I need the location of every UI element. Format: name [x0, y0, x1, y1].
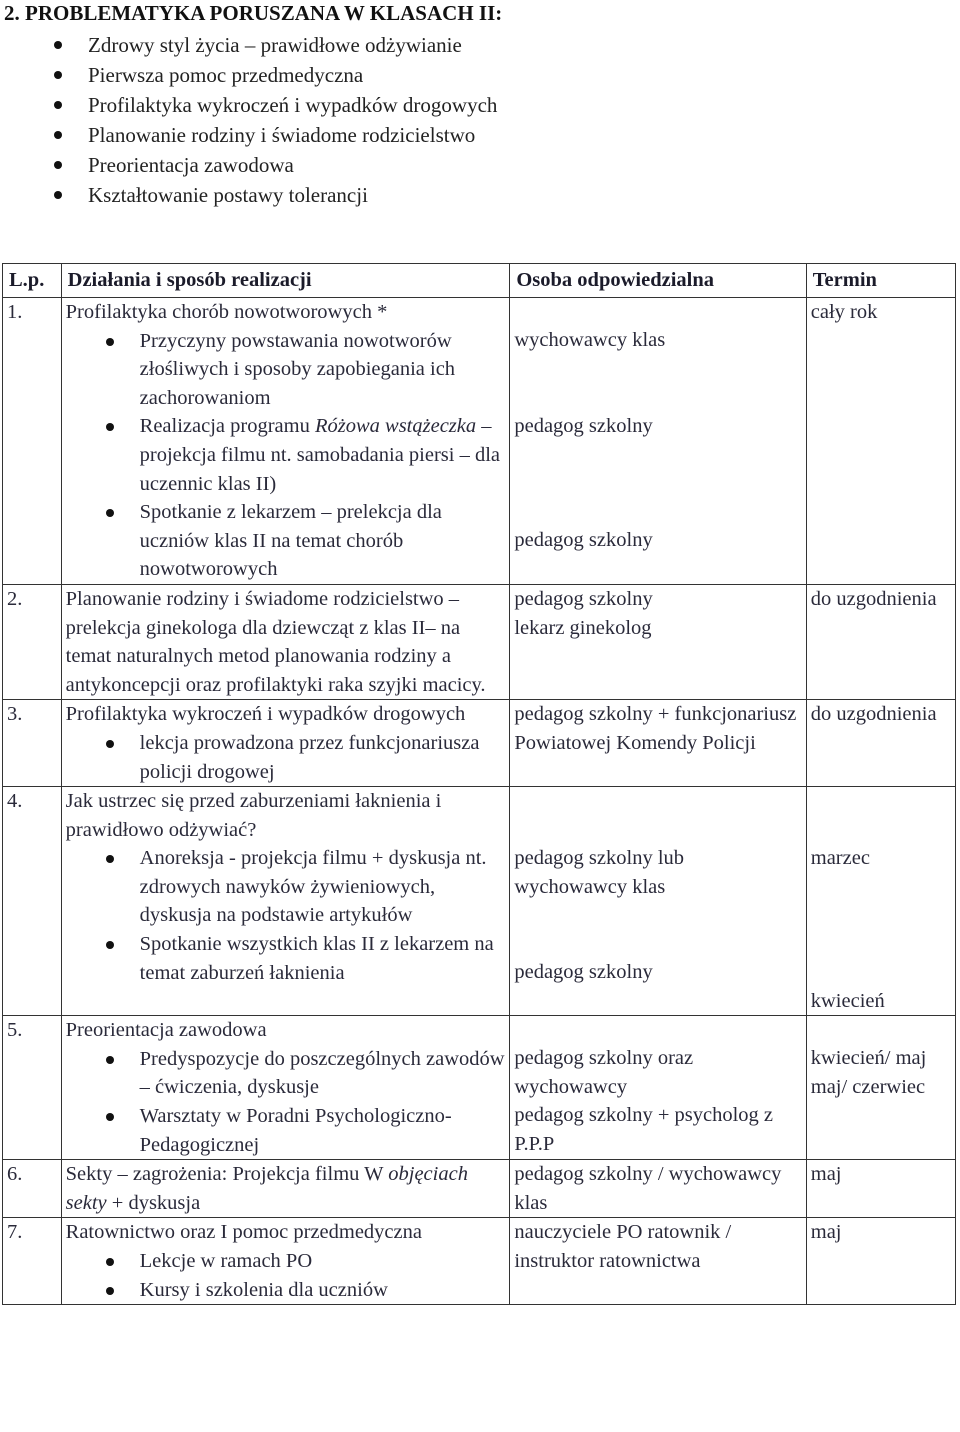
row-deadline: maj — [806, 1160, 955, 1218]
bullet-icon — [106, 1056, 114, 1064]
bullet-icon — [106, 338, 114, 346]
row-number: 1. — [3, 298, 62, 585]
bullet-icon — [106, 509, 114, 517]
bullet-icon — [106, 1113, 114, 1121]
list-item: Spotkanie z lekarzem – prelekcja dla uczniów klas II na temat chorób nowotworowych — [66, 498, 506, 584]
row-number: 7. — [3, 1218, 62, 1305]
section-heading: 2. PROBLEMATYKA PORUSZANA W KLASACH II: — [4, 1, 503, 25]
row-responsible: pedagog szkolny / wychowawcy klas — [510, 1160, 806, 1218]
table-row — [3, 584, 956, 699]
row-number: 3. — [3, 700, 62, 787]
bullet-icon — [106, 740, 114, 748]
list-item: Profilaktyka wykroczeń i wypadków drogowych — [88, 90, 497, 120]
list-item: Preorientacja zawodowa — [88, 150, 497, 180]
header-actions: Działania i sposób realizacji — [61, 264, 510, 298]
program-name: Różowa wstążeczka — [314, 415, 477, 438]
film-title: objęciach sekty — [65, 1163, 468, 1214]
table-row — [3, 787, 956, 1016]
row-responsible: wychowawcy klas pedagog szkolny pedagog szkolny — [510, 298, 806, 585]
table-row — [3, 1160, 956, 1218]
list-item: Planowanie rodziny i świadome rodzicielstwo — [88, 120, 497, 150]
list-item: Lekcje w ramach PO — [66, 1247, 506, 1276]
bullet-icon — [106, 1287, 114, 1295]
row-responsible: pedagog szkolny oraz wychowawcy pedagog szkolny + psycholog z P.P.P — [510, 1016, 806, 1160]
list-item: Spotkanie wszystkich klas II z lekarzem na temat zaburzeń łaknienia — [66, 930, 506, 987]
bullet-icon — [106, 1258, 114, 1266]
row-number: 4. — [3, 787, 62, 1016]
row-items — [66, 1045, 506, 1159]
table-row — [3, 298, 956, 585]
list-item: lekcja prowadzona przez funkcjonariusza policji drogowej — [66, 729, 506, 786]
row-deadline: do uzgodnienia — [806, 584, 955, 699]
row-actions — [61, 700, 510, 787]
bullet-icon — [54, 191, 62, 199]
bullet-icon — [106, 855, 114, 863]
list-item: Kursy i szkolenia dla uczniów — [66, 1276, 506, 1305]
row-actions — [61, 787, 510, 1016]
list-item: Anoreksja - projekcja filmu + dyskusja nt. zdrowych nawyków żywieniowych, dyskusja na podstawie artykułów — [66, 844, 506, 930]
row-actions: Sekty – zagrożenia: Projekcja filmu W objęciach sekty + dyskusja — [61, 1160, 510, 1218]
list-item: Przyczyny powstawania nowotworów złośliwych i sposoby zapobiegania ich zachorowaniom — [66, 327, 506, 413]
bullet-icon — [54, 71, 62, 79]
row-deadline: maj — [806, 1218, 955, 1305]
bullet-icon — [54, 131, 62, 139]
row-responsible: pedagog szkolny lekarz ginekolog — [510, 584, 806, 699]
row-items — [66, 1247, 506, 1304]
row-title: Profilaktyka wykroczeń i wypadków drogowych — [65, 703, 466, 726]
activities-table — [2, 263, 956, 1305]
row-responsible: nauczyciele PO ratownik / instruktor ratownictwa — [510, 1218, 806, 1305]
row-actions: Planowanie rodziny i świadome rodzicielstwo – prelekcja ginekologa dla dziewcząt z klas II– na temat naturalnych metod planowania rodziny a antykoncepcji oraz profilaktyki raka szyjki macicy. — [61, 584, 510, 699]
bullet-icon — [106, 423, 114, 431]
bullet-icon — [106, 941, 114, 949]
list-item: Predyspozycje do poszczególnych zawodów – ćwiczenia, dyskusje — [66, 1045, 506, 1102]
row-number: 5. — [3, 1016, 62, 1160]
row-title: Preorientacja zawodowa — [65, 1019, 267, 1042]
header-deadline: Termin — [806, 264, 955, 298]
header-lp: L.p. — [3, 264, 62, 298]
bullet-icon — [54, 101, 62, 109]
row-responsible: pedagog szkolny + funkcjonariusz Powiatowej Komendy Policji — [510, 700, 806, 787]
list-item: Realizacja programu Różowa wstążeczka – projekcja filmu nt. samobadania piersi – dla uczennic klas II) — [66, 412, 506, 498]
list-item: Zdrowy styl życia – prawidłowe odżywianie — [88, 30, 497, 60]
table-row — [3, 700, 956, 787]
list-item: Warsztaty w Poradni Psychologiczno-Pedagogicznej — [66, 1102, 506, 1159]
table-row — [3, 1218, 956, 1305]
table-row — [3, 1016, 956, 1160]
row-number: 6. — [3, 1160, 62, 1218]
row-items — [66, 327, 506, 584]
row-actions — [61, 298, 510, 585]
row-responsible: pedagog szkolny lub wychowawcy klas pedagog szkolny — [510, 787, 806, 1016]
row-items — [66, 844, 506, 987]
table-header-row — [3, 264, 956, 298]
row-actions — [61, 1016, 510, 1160]
row-deadline: kwiecień/ maj maj/ czerwiec — [806, 1016, 955, 1160]
header-responsible: Osoba odpowiedzialna — [510, 264, 806, 298]
list-item: Kształtowanie postawy tolerancji — [88, 180, 497, 210]
row-title: Profilaktyka chorób nowotworowych * — [65, 301, 388, 323]
row-title: Jak ustrzec się przed zaburzeniami łaknienia i prawidłowo odżywiać? — [65, 790, 442, 841]
row-number: 2. — [3, 584, 62, 699]
row-title: Ratownictwo oraz I pomoc przedmedyczna — [65, 1221, 422, 1244]
row-deadline: marzec kwiecień — [806, 787, 955, 1016]
row-deadline: do uzgodnienia — [806, 700, 955, 787]
row-items — [66, 729, 506, 786]
list-item: Pierwsza pomoc przedmedyczna — [88, 60, 497, 90]
topics-list — [88, 30, 497, 210]
row-actions — [61, 1218, 510, 1305]
bullet-icon — [54, 41, 62, 49]
bullet-icon — [54, 161, 62, 169]
row-deadline: cały rok — [806, 298, 955, 585]
